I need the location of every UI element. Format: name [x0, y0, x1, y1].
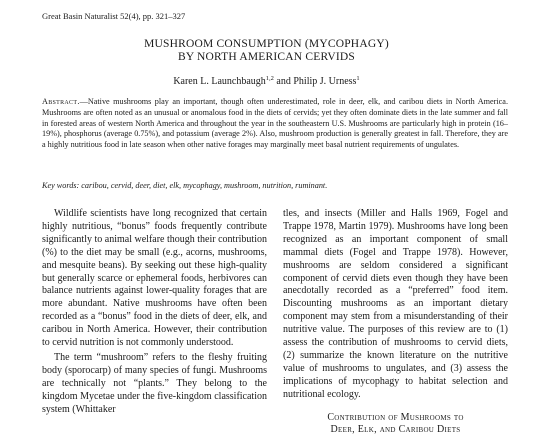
paragraph-intro: Wildlife scientists have long recognized that certain highly nutritious, “bonus” foods frequently contribute significantly to animal welfare though their contribution (%) to the diet may be small (e.g., acorns, mushrooms, and mesquite beans). By seeking out these high-quality but generally scarce or ephemeral foods, herbivores can balance nutrients against lower-quality forages that are more abundant. Native mushrooms have often been recorded as a “bonus” food in the diets of deer, elk, and caribou in North America. However, their contribution to cervid nutrition is not commonly understood. — [42, 208, 267, 349]
section-heading-line-1: Contribution of Mushrooms to — [327, 411, 464, 423]
abstract-text: —Native mushrooms play an important, though often underestimated, role in deer, elk, and caribou diets in North America. Mushrooms are often noted as an unusual or anomalous food in the diets of cervids; yet they often dominate diets in the late summer and fall in forested areas of western North America and throughout the year in the southeastern U.S. Mushrooms are particularly high in protein (16–19%), phosphorus (average 0.75%), and potassium (average 2%). Also, mushroom production is generally greatest in fall. Therefore, they are a highly nutritious food in late season when other native forages may marginally meet basal nutrient requirements of ungulates. — [42, 97, 508, 150]
section-heading — [283, 412, 508, 437]
abstract-label: Abstract. — [42, 97, 80, 106]
author-1: Karen L. Launchbaugh — [173, 76, 266, 87]
keywords — [42, 181, 508, 190]
author-1-affiliation: 1,2 — [265, 75, 274, 82]
abstract — [42, 97, 508, 151]
body-column-left — [42, 208, 267, 417]
author-line — [0, 76, 533, 87]
paragraph-mushroom-definition: The term “mushroom” refers to the fleshy fruiting body (sporocarp) of many species of fungi. Mushrooms are technically not “plants.” They belong to the kingdom Mycetae under the five-kingdom classification system (Whittaker — [42, 351, 267, 415]
section-heading-line-2: Deer, Elk, and Caribou Diets — [330, 424, 461, 436]
author-connector: and — [273, 76, 294, 87]
author-2-affiliation: 1 — [356, 75, 360, 82]
body-column-right — [283, 208, 508, 437]
author-2: Philip J. Urness — [293, 76, 357, 87]
article-title-line-1: MUSHROOM CONSUMPTION (MYCOPHAGY) — [144, 38, 389, 50]
journal-citation: Great Basin Naturalist 52(4), pp. 321–327 — [42, 11, 186, 21]
keywords-text: caribou, cervid, deer, diet, elk, mycophagy, mushroom, nutrition, ruminant. — [79, 181, 328, 190]
keywords-label: Key words: — [42, 181, 80, 190]
article-title-line-2: BY NORTH AMERICAN CERVIDS — [177, 51, 356, 63]
paragraph-continued: tles, and insects (Miller and Halls 1969, Fogel and Trappe 1978, Martin 1979). Mushrooms have long been recognized as an important component of small mammal diets (Fogel and Trappe 1978). However, mushrooms are seldom considered a significant component of cervid diets even though they have been anecdotally recorded as a “preferred” food item. Discounting mushrooms as an important dietary component may stem from a misunderstanding of their nutritive value. The purposes of this review are to (1) assess the contribution of mushrooms to cervid diets, (2) summarize the known literature on the nutritive value of mushrooms to ungulates, and (3) assess the implications of mycophagy to habitat selection and nutritional ecology. — [283, 208, 508, 400]
